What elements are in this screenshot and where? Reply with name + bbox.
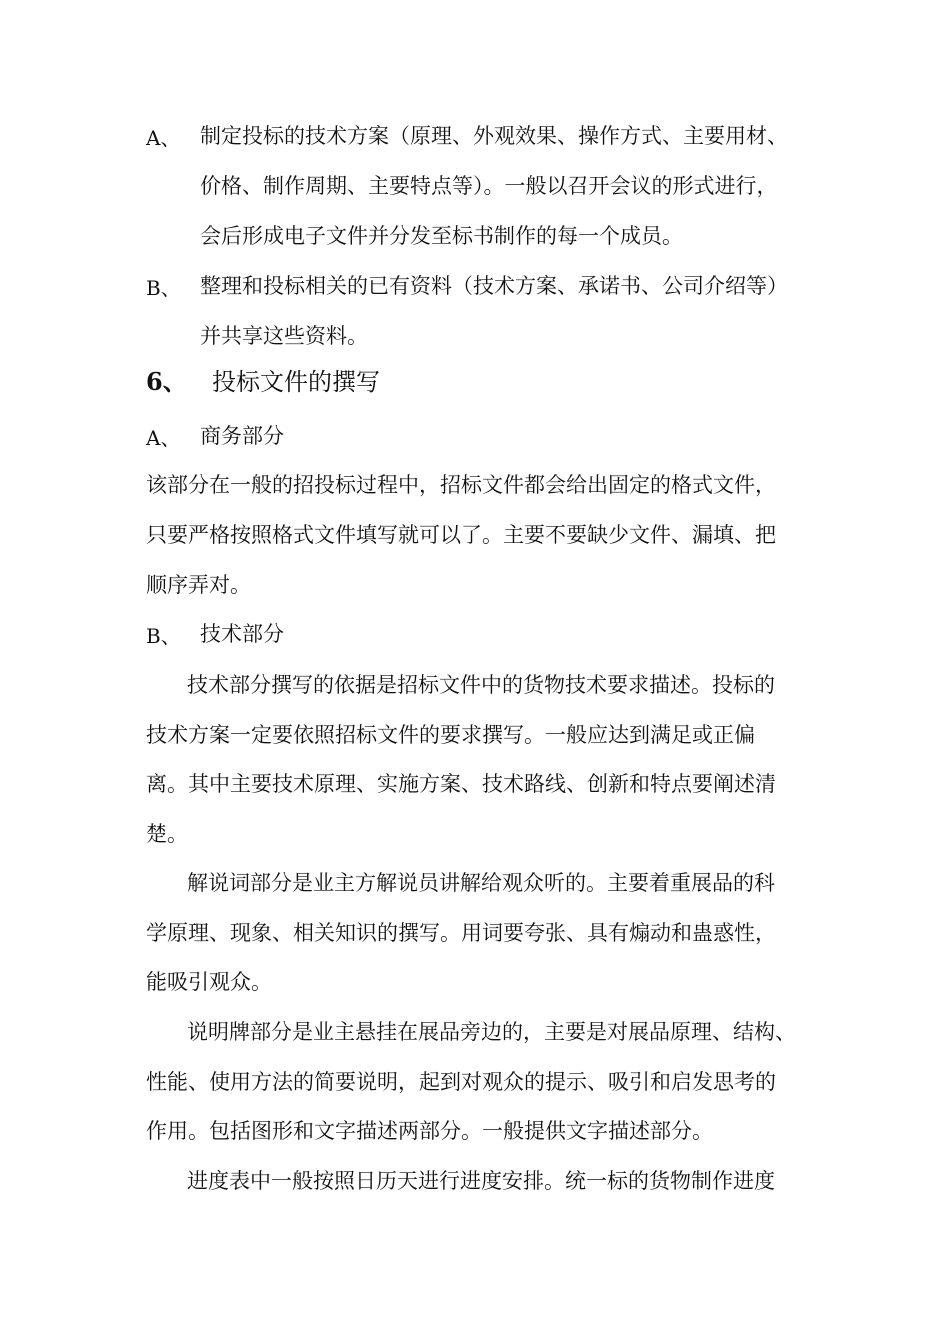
- list-b-line-1: 整理和投标相关的已有资料（技术方案、承诺书、公司介绍等）: [200, 274, 788, 298]
- para-b3-line-1: 说明牌部分是业主悬挂在展品旁边的，主要是对展品原理、结构、: [187, 1020, 796, 1044]
- list-a-line-3: 会后形成电子文件并分发至标书制作的每一个成员。: [200, 224, 683, 248]
- section-heading: [146, 367, 187, 397]
- para-b1-line-4: 楚。: [146, 822, 188, 846]
- section-title: 投标文件的撰写: [212, 368, 380, 396]
- para-b1-line-1: 技术部分撰写的依据是招标文件中的货物技术要求描述。投标的: [187, 673, 775, 697]
- para-b1-line-2: 技术方案一定要依照招标文件的要求撰写。一般应达到满足或正偏: [146, 723, 755, 747]
- sub-b-marker: B、: [146, 624, 181, 648]
- list-a-line-1: 制定投标的技术方案（原理、外观效果、操作方式、主要用材、: [200, 124, 788, 148]
- list-b-line-2: 并共享这些资料。: [200, 324, 368, 348]
- list-marker-b: B、: [146, 276, 181, 300]
- para-b2-line-1: 解说词部分是业主方解说员讲解给观众听的。主要着重展品的科: [187, 871, 775, 895]
- para-b1-line-3: 离。其中主要技术原理、实施方案、技术路线、创新和特点要阐述清: [146, 772, 776, 796]
- para-b2-line-2: 学原理、现象、相关知识的撰写。用词要夸张、具有煽动和蛊惑性，: [146, 921, 776, 945]
- para-b4-line-1: 进度表中一般按照日历天进行进度安排。统一标的货物制作进度: [187, 1169, 775, 1193]
- sub-a-marker: A、: [146, 426, 181, 450]
- sub-a-title: 商务部分: [200, 424, 284, 448]
- section-number: 6、: [146, 367, 187, 396]
- list-a-line-2: 价格、制作周期、主要特点等）。一般以召开会议的形式进行，: [200, 174, 778, 198]
- para-a-line-1: 该部分在一般的招投标过程中，招标文件都会给出固定的格式文件，: [146, 473, 776, 497]
- para-b3-line-2: 性能、使用方法的简要说明，起到对观众的提示、吸引和启发思考的: [146, 1070, 776, 1094]
- para-a-line-2: 只要严格按照格式文件填写就可以了。主要不要缺少文件、漏填、把: [146, 523, 776, 547]
- list-marker-a: A、: [146, 126, 181, 150]
- para-a-line-3: 顺序弄对。: [146, 573, 251, 597]
- para-b3-line-3: 作用。包括图形和文字描述两部分。一般提供文字描述部分。: [146, 1119, 713, 1143]
- para-b2-line-3: 能吸引观众。: [146, 970, 272, 994]
- sub-b-title: 技术部分: [200, 622, 284, 646]
